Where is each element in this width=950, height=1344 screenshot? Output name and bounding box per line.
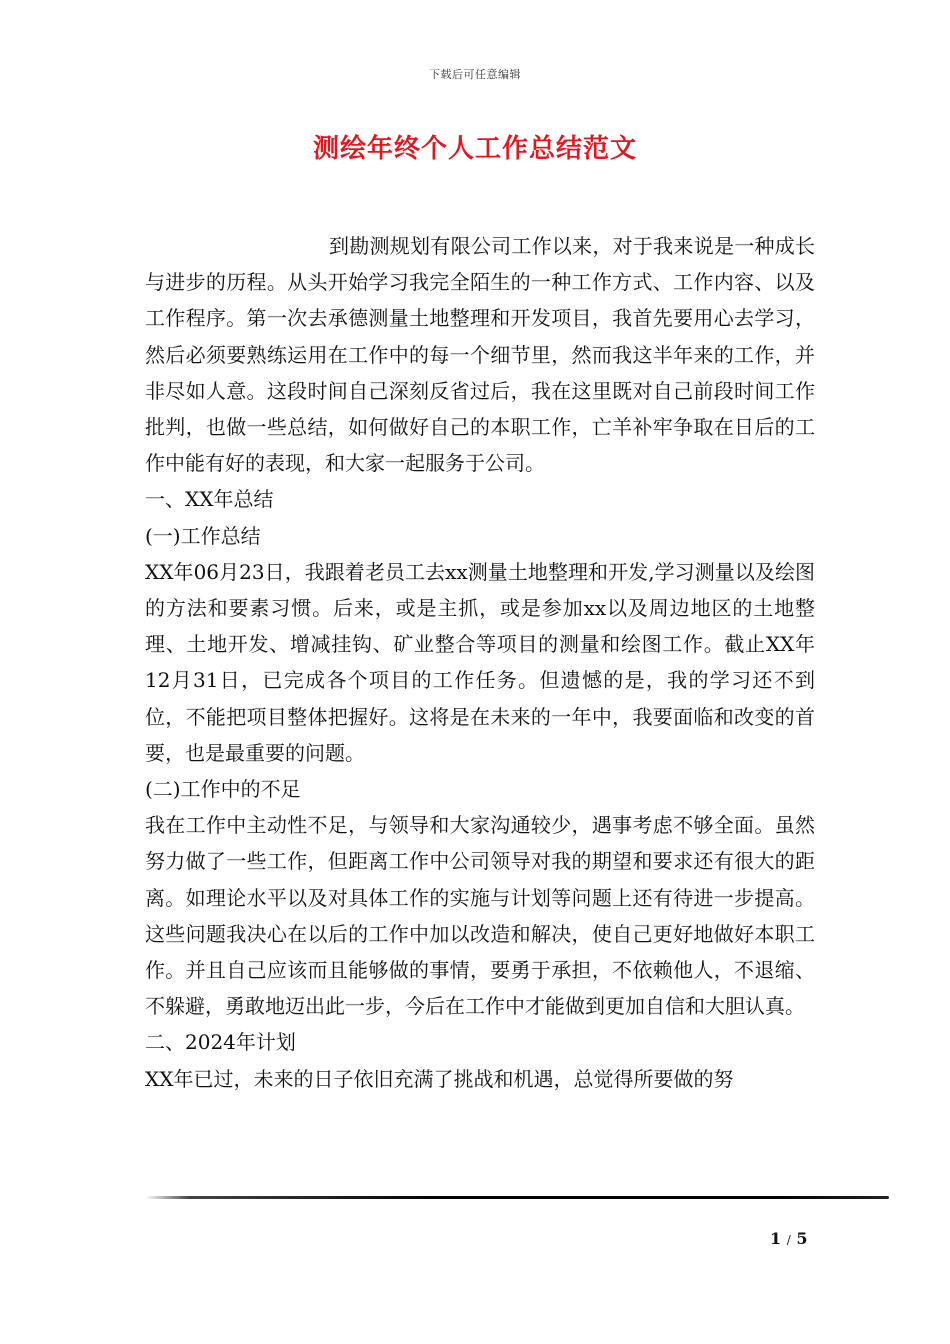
section-heading-plan: 二、2024年计划 (145, 1030, 296, 1055)
page-number (770, 1229, 807, 1248)
section-heading-summary: 一、XX年总结 (145, 487, 274, 512)
page-separator: / (786, 1233, 791, 1247)
shortcomings-paragraph: 我在工作中主动性不足，与领导和大家沟通较少，遇事考虑不够全面。虽然努力做了一些工作，但距离工作中公司领导对我的期望和要求还有很大的距离。如理论水平以及对具体工作的实施与计划等问题上还有待进一步提高。这些问题我决心在以后的工作中加以改造和解决，使自己更好地做好本职工作。并且自己应该而且能够做的事情，要勇于承担，不依赖他人，不退缩、不躲避，勇敢地迈出此一步，今后在工作中才能做到更加自信和大胆认真。 (145, 813, 815, 1019)
intro-paragraph: 到勘测规划有限公司工作以来，对于我来说是一种成长与进步的历程。从头开始学习我完全陌生的一种工作方式、工作内容、以及工作程序。第一次去承德测量土地整理和开发项目，我首先要用心去学习，然后必须要熟练运用在工作中的每一个细节里，然而我这半年来的工作，并非尽如人意。这段时间自己深刻反省过后，我在这里既对自己前段时间工作批判，也做一些总结，如何做好自己的本职工作，亡羊补牢争取在日后的工作中能有好的表现，和大家一起服务于公司。 (145, 234, 815, 476)
page-current: 1 (770, 1229, 782, 1248)
document-title: 测绘年终个人工作总结范文 (312, 134, 637, 164)
subsection-heading-shortcomings: (二)工作中的不足 (145, 777, 301, 802)
footer-divider (145, 1196, 889, 1199)
plan-paragraph: XX年已过，未来的日子依旧充满了挑战和机遇，总觉得所要做的努 (145, 1066, 734, 1091)
document-body (145, 228, 815, 1097)
page-total: 5 (796, 1229, 808, 1248)
header-note: 下载后可任意编辑 (429, 68, 521, 81)
work-summary-paragraph: XX年06月23日，我跟着老员工去xx测量土地整理和开发,学习测量以及绘图的方法和要素习惯。后来，或是主抓，或是参加xx以及周边地区的土地整理、土地开发、增减挂钩、矿业整合等项目的测量和绘图工作。截止XX年12月31日，已完成各个项目的工作任务。但遗憾的是，我的学习还不到位，不能把项目整体把握好。这将是在未来的一年中，我要面临和改变的首要，也是最重要的问题。 (145, 559, 815, 765)
subsection-heading-work-summary: (一)工作总结 (145, 523, 261, 548)
